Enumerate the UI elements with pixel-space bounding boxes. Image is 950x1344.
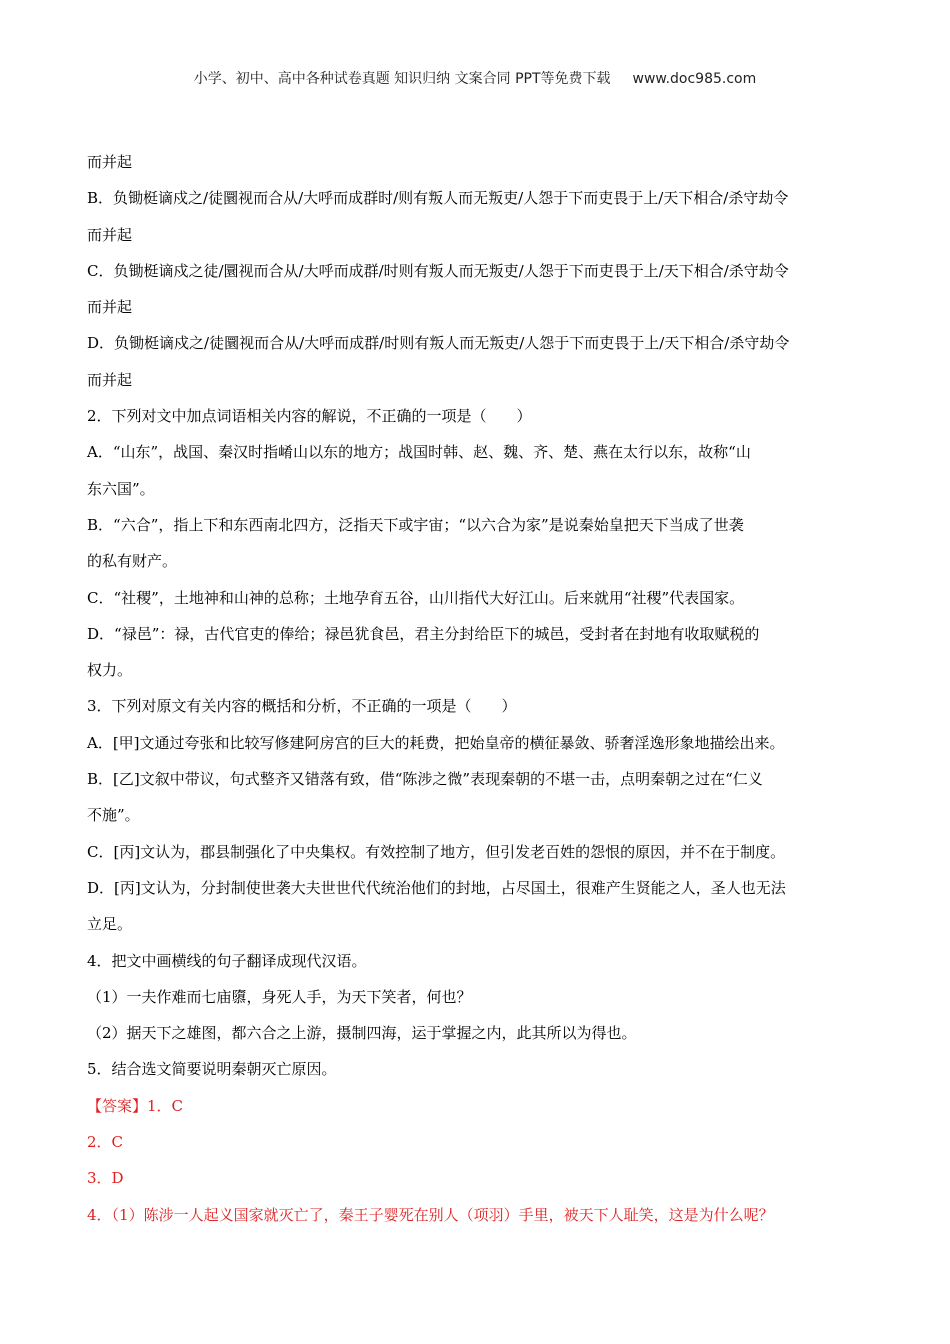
text-line: 而并起: [87, 370, 133, 389]
text-line: 而并起: [87, 153, 133, 171]
q2-option-c: C．“社稷”，土地神和山神的总称；土地孕育五谷，山川指代大好江山。后来就用“社稷”代表国家。: [87, 588, 745, 607]
text-line: 而并起: [87, 225, 133, 244]
q3-option-b: B．[乙]文叙中带议，句式整齐又错落有致，借“陈涉之微”表现秦朝的不堪一击，点明秦朝之过在“仁义: [87, 770, 763, 789]
text-line: 权力。: [87, 661, 133, 680]
q3-option-a: A．[甲]文通过夸张和比较写修建阿房宫的巨大的耗费，把始皇帝的横征暴敛、骄奢淫逸形象地描绘出来。: [87, 733, 785, 752]
answer-heading: 【答案】1．C: [87, 1096, 184, 1115]
option-c-line: C．负锄梃谪戍之徒/圜视而合从/大呼而成群/时则有叛人而无叛吏/人怨于下而吏畏于上/天下相合/杀守劫令: [87, 261, 789, 280]
q2-option-a: A．“山东”，战国、秦汉时指崤山以东的地方；战国时韩、赵、魏、齐、楚、燕在太行以东，故称“山: [87, 443, 751, 462]
text-line: 的私有财产。: [87, 552, 178, 571]
q2-option-d: D．“禄邑”：禄，古代官吏的俸给；禄邑犹食邑，君主分封给臣下的城邑，受封者在封地有收取赋税的: [87, 624, 760, 643]
text-line: 不施”。: [87, 806, 140, 825]
option-b-line: B．负锄梃谪戍之/徒圜视而合从/大呼而成群时/则有叛人而无叛吏/人怨于下而吏畏于上/天下相合/杀守劫令: [87, 189, 789, 208]
text-line: 立足。: [87, 915, 133, 934]
question-4: 4．把文中画横线的句子翻译成现代汉语。: [87, 951, 367, 970]
page-header: [0, 68, 950, 88]
question-5: 5．结合选文简要说明秦朝灭亡原因。: [87, 1060, 337, 1079]
text-line: 而并起: [87, 298, 133, 317]
answer-3: 3．D: [87, 1169, 124, 1188]
q4-sentence-2: （2）据天下之雄图，都六合之上游，摄制四海，运于掌握之内，此其所以为得也。: [87, 1024, 637, 1043]
header-text: 小学、初中、高中各种试卷真题 知识归纳 文案合同 PPT等免费下载: [193, 71, 611, 87]
text-line: 东六国”。: [87, 479, 155, 498]
option-d-line: D．负锄梃谪戍之/徒圜视而合从/大呼而成群/时则有叛人而无叛吏/人怨于下而吏畏于上/天下相合/杀守劫令: [87, 334, 790, 353]
q4-sentence-1: （1）一夫作难而七庙隳，身死人手，为天下笑者，何也？: [87, 987, 472, 1006]
q3-option-c: C．[丙]文认为，郡县制强化了中央集权。有效控制了地方，但引发老百姓的怨恨的原因，并不在于制度。: [87, 842, 786, 861]
answer-4: 4．（1）陈涉一人起义国家就灭亡了，秦王子婴死在别人（项羽）手里，被天下人耻笑，这是为什么呢？: [87, 1205, 774, 1224]
question-2: 2．下列对文中加点词语相关内容的解说，不正确的一项是（ ）: [87, 407, 532, 426]
document-body: [87, 144, 865, 1233]
q2-option-b: B．“六合”，指上下和东西南北四方，泛指天下或宇宙；“以六合为家”是说秦始皇把天下当成了世袭: [87, 515, 744, 534]
q3-option-d: D．[丙]文认为，分封制使世袭大夫世世代代统治他们的封地，占尽国土，很难产生贤能之人，圣人也无法: [87, 878, 786, 897]
header-url[interactable]: www.doc985.com: [632, 71, 757, 87]
question-3: 3．下列对原文有关内容的概括和分析，不正确的一项是（ ）: [87, 697, 517, 716]
answer-2: 2．C: [87, 1133, 124, 1152]
